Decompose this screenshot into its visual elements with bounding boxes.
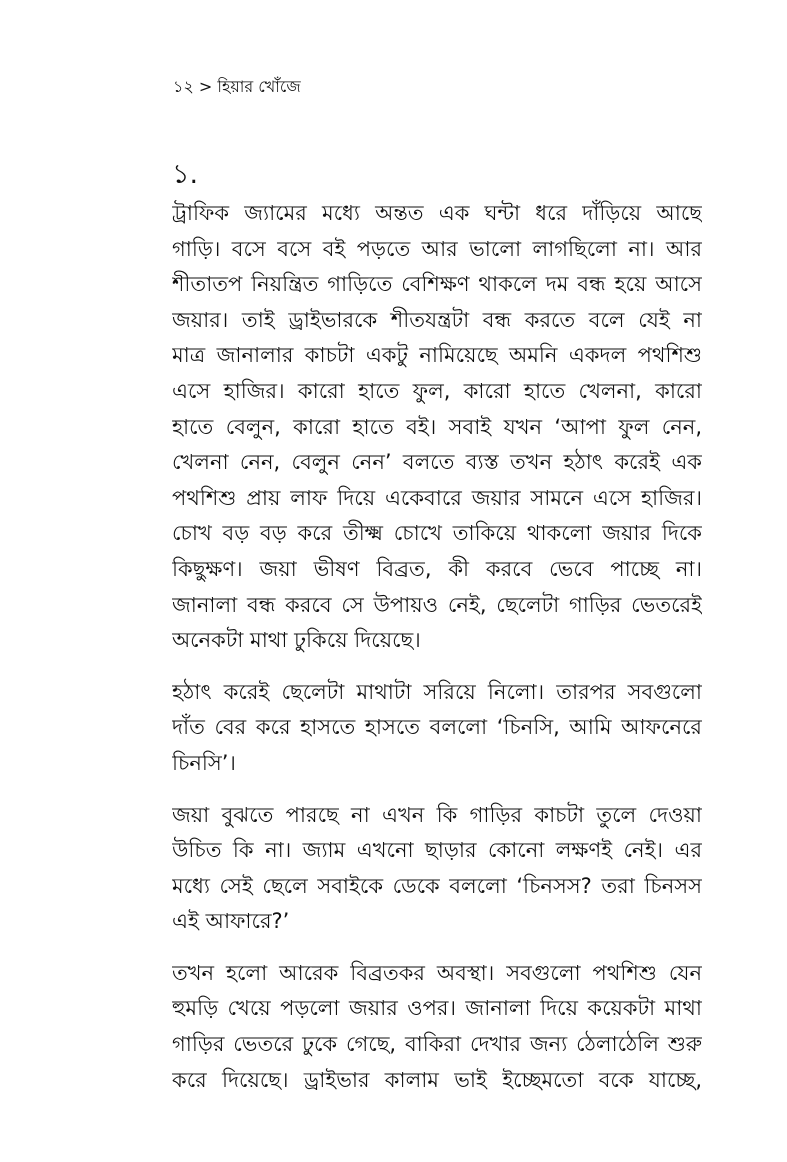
text-line: এই আফারে?’ — [172, 909, 290, 934]
text-line: কিছুক্ষণ। জয়া ভীষণ বিব্রত, কী করবে ভেবে পাচ্ছে না। — [172, 556, 702, 581]
text-line: হুমড়ি খেয়ে পড়লো জয়ার ওপর। জানালা দিয়ে কয়েকটা মাথা — [172, 996, 702, 1021]
text-line: জয়া বুঝতে পারছে না এখন কি গাড়ির কাচটা তুলে দেওয়া — [172, 802, 702, 827]
text-line: করে দিয়েছে। ড্রাইভার কালাম ভাই ইচ্ছেমতো বকে যাচ্ছে, — [172, 1067, 702, 1092]
text-line: চোখ বড় বড় করে তীক্ষ্ম চোখে তাকিয়ে থাকলো জয়ার দিকে — [172, 521, 702, 546]
text-line: জয়ার। তাই ড্রাইভারকে শীতযন্ত্রটা বন্ধ করতে বলে যেই না — [172, 307, 702, 332]
text-line: মধ্যে সেই ছেলে সবাইকে ডেকে বললো ‘চিনসস? তরা চিনসস — [172, 873, 702, 898]
text-line: জানালা বন্ধ করবে সে উপায়ও নেই, ছেলেটা গাড়ির ভেতরেই — [172, 592, 702, 617]
paragraph-4 — [172, 956, 702, 1098]
text-line: গাড়ি। বসে বসে বই পড়তে আর ভালো লাগছিলো না। আর — [172, 236, 702, 261]
paragraph-3 — [172, 798, 702, 940]
text-line: উচিত কি না। জ্যাম এখনো ছাড়ার কোনো লক্ষণই নেই। এর — [172, 838, 702, 863]
text-line: গাড়ির ভেতরে ঢুকে গেছে, বাকিরা দেখার জন্য ঠেলাঠেলি শুরু — [172, 1032, 702, 1057]
text-line: অনেকটা মাথা ঢুকিয়ে দিয়েছে। — [172, 628, 421, 653]
paragraph-1 — [172, 196, 702, 659]
text-line: হাতে বেলুন, কারো হাতে বই। সবাই যখন ‘আপা ফুল নেন, — [172, 414, 702, 439]
text-line: ট্রাফিক জ্যামের মধ্যে অন্তত এক ঘন্টা ধরে দাঁড়িয়ে আছে — [172, 201, 702, 225]
text-line: চিনসি’। — [172, 750, 236, 775]
text-line: পথশিশু প্রায় লাফ দিয়ে একেবারে জয়ার সামনে এসে হাজির। — [172, 485, 702, 510]
text-line: শীতাতপ নিয়ন্ত্রিত গাড়িতে বেশিক্ষণ থাকলে দম বন্ধ হয়ে আসে — [172, 272, 702, 297]
text-line: তখন হলো আরেক বিব্রতকর অবস্থা। সবগুলো পথশিশু যেন — [172, 960, 702, 985]
body-text — [172, 196, 702, 1114]
text-line: মাত্র জানালার কাচটা একটু নামিয়েছে অমনি একদল পথশিশু — [172, 343, 702, 368]
chapter-number: ১. — [172, 159, 199, 190]
text-line: খেলনা নেন, বেলুন নেন’ বলতে ব্যস্ত তখন হঠাৎ করেই এক — [172, 450, 702, 475]
text-line: হঠাৎ করেই ছেলেটা মাথাটা সরিয়ে নিলো। তারপর সবগুলো — [172, 679, 702, 704]
text-line: এসে হাজির। কারো হাতে ফুল, কারো হাতে খেলনা, কারো — [172, 378, 702, 403]
text-line: দাঁত বের করে হাসতে হাসতে বললো ‘চিনসি, আমি আফনেরে — [172, 715, 702, 740]
running-header: ১২ > হিয়ার খোঁজে — [173, 77, 301, 96]
paragraph-2 — [172, 675, 702, 782]
